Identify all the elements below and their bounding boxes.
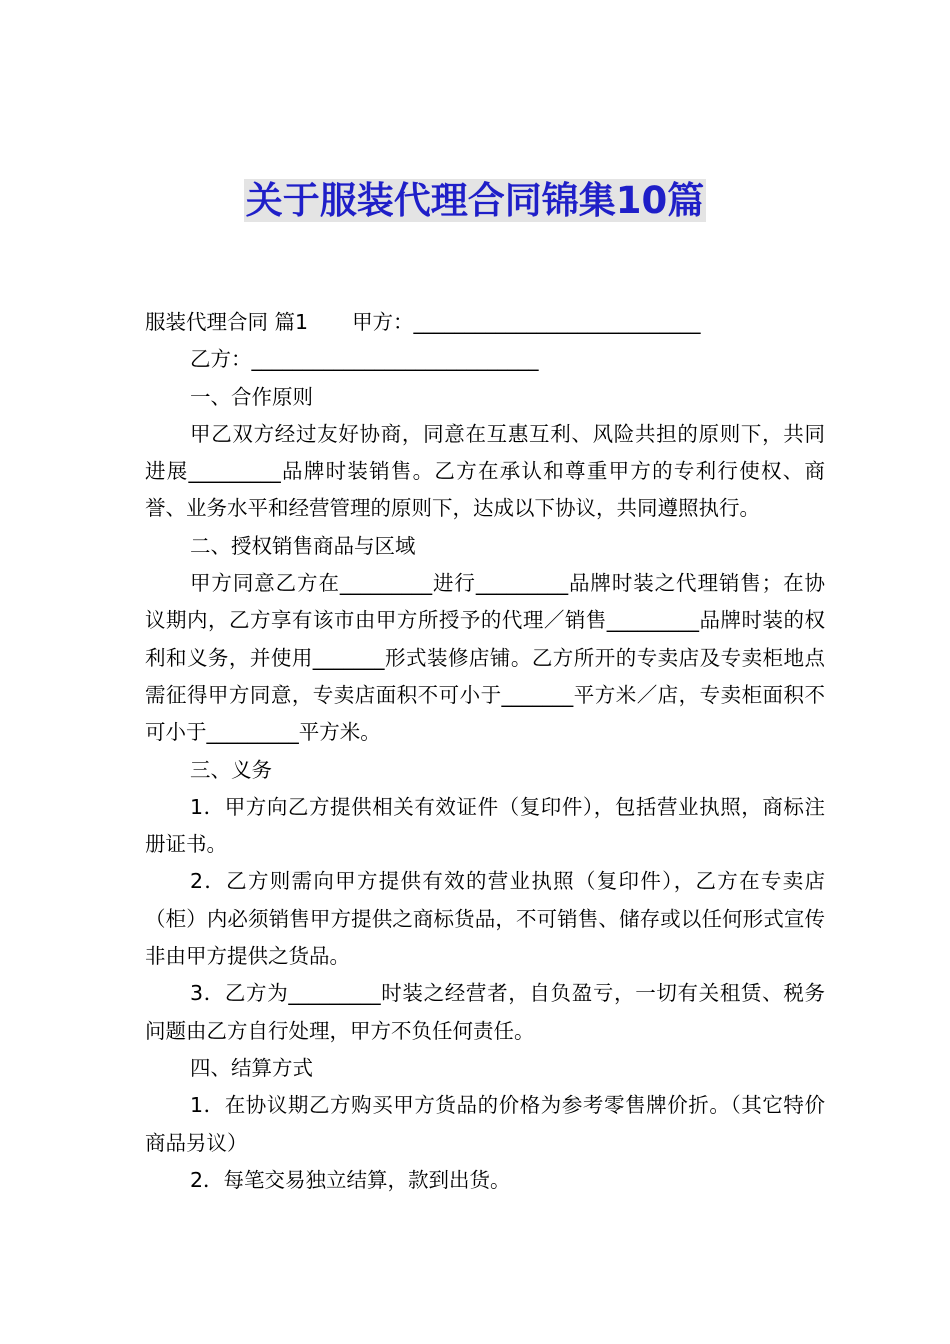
paragraph-authorization: 甲方同意乙方在_________进行_________品牌时装之代理销售；在协议期内，乙方享有该市由甲方所授予的代理／销售_________品牌时装的权利和义务，并使用_______形式装修店铺。乙方所开的专卖店及专卖柜地点需征得甲方同意，专卖店面积不可小于_______平方米／店，专卖柜面积不可小于_________平方米。: [145, 571, 825, 745]
section-heading-3: 三、义务: [190, 757, 272, 782]
contract-heading: 服装代理合同 篇1: [145, 310, 309, 334]
page-title: [0, 176, 950, 226]
document-body: [145, 304, 825, 1199]
section-heading-1: 一、合作原则: [190, 384, 313, 409]
page-title-text: 关于服装代理合同锦集10篇: [245, 179, 705, 222]
section-heading-2: 二、授权销售商品与区域: [190, 533, 416, 558]
obligation-item-3: 3．乙方为_________时装之经营者，自负盈亏，一切有关租赁、税务问题由乙方自行处理，甲方不负任何责任。: [145, 981, 825, 1043]
section-heading-4: 四、结算方式: [190, 1055, 313, 1080]
obligation-item-1: 1．甲方向乙方提供相关有效证件（复印件），包括营业执照，商标注册证书。: [145, 794, 825, 857]
first-line: [145, 304, 825, 341]
settlement-item-1: 1．在协议期乙方购买甲方货品的价格为参考零售牌价折。（其它特价商品另议）: [145, 1093, 825, 1155]
party-a-field: 甲方：____________________________: [352, 310, 701, 334]
party-b-field: 乙方：____________________________: [190, 347, 539, 372]
paragraph-cooperation: 甲乙双方经过友好协商，同意在互惠互利、风险共担的原则下，共同进展_________品牌时装销售。乙方在承认和尊重甲方的专利行使权、商誉、业务水平和经营管理的原则下，达成以下协议，共同遵照执行。: [145, 421, 825, 521]
settlement-item-2: 2．每笔交易独立结算，款到出货。: [190, 1167, 511, 1192]
obligation-item-2: 2．乙方则需向甲方提供有效的营业执照（复印件），乙方在专卖店（柜）内必须销售甲方提供之商标货品，不可销售、储存或以任何形式宣传非由甲方提供之货品。: [145, 869, 825, 969]
